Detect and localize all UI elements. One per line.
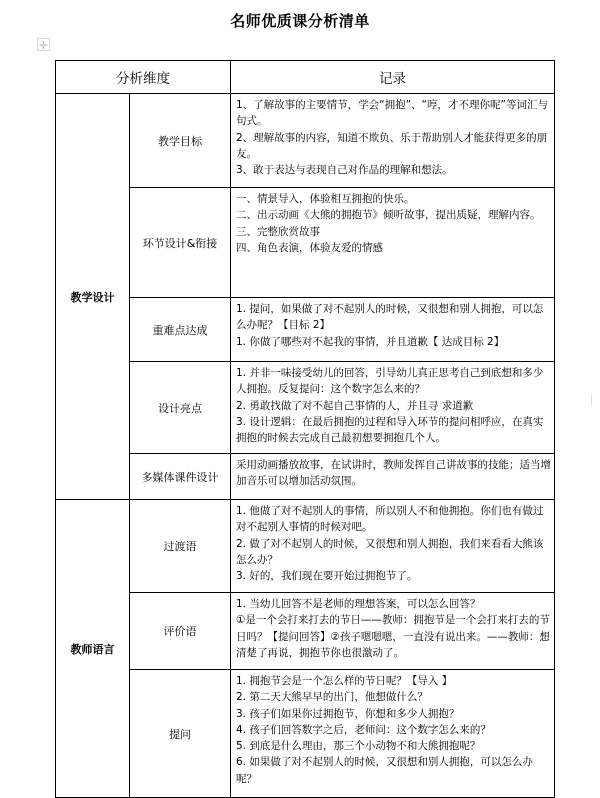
record-line: 3、敢于表达与表现自己对作品的理解和想法。 [236, 164, 453, 177]
record-line: 3. 好的，我们现在要开始过拥抱节了。 [236, 570, 418, 583]
header-record: 记录 [231, 61, 555, 94]
record-line: 3. 设计逻辑：在最后拥抱的过程和导入环节的提问相呼应，在真实拥抱的时候去完成自己最初想要拥抱几个人。 [236, 415, 544, 445]
table-row [56, 298, 555, 362]
table-row [56, 188, 555, 298]
record-line: 1. 并非一味接受幼儿的回答，引导幼儿真正思考自己到底想和多少人拥抱。反复提问：这个数字怎么来的？ [236, 367, 544, 396]
dimension-cell: 教学目标 [130, 94, 231, 188]
record-line: 1、了解故事的主要情节，学会“拥抱”、“哼，才不理你呢”等词汇与句式。 [236, 99, 548, 128]
record-line: 1. 拥抱节会是一个怎么样的节日呢？【导入 】 [236, 675, 453, 687]
record-line: 一、情景导入，体验相互拥抱的快乐。 [236, 193, 415, 205]
record-line: 三、完整欣赏故事 [236, 225, 320, 238]
dimension-cell: 环节设计&衔接 [130, 188, 231, 298]
record-line: 采用动画播放故事，在试讲时，教师发挥自己讲故事的技能；适当增加音乐可以增加活动氛围。 [236, 459, 551, 488]
record-line: 3. 孩子们如果你过拥抱节，你想和多少人拥抱？ [236, 707, 460, 720]
dimension-cell: 评价语 [130, 593, 231, 670]
record-line: 4. 孩子们回答数字之后，老师问：这个数字怎么来的？ [236, 723, 491, 736]
record-line: 1. 他做了对不起别人的事情，所以别人不和他拥抱。你们也有做过对不起别人事情的时候对吧。 [236, 505, 544, 534]
record-line: 2. 第二天大熊早早的出门，他想做什么？ [236, 691, 428, 704]
record-line: 1. 你做了哪些对不起我的事情，并且道歉【 达成目标 2】 [236, 335, 505, 348]
record-cell [231, 670, 555, 798]
record-cell [231, 454, 555, 500]
record-cell [231, 188, 555, 298]
table-row [56, 94, 555, 188]
record-cell [231, 500, 555, 593]
page-title: 名师优质课分析清单 [230, 12, 370, 30]
record-line: 1. 提问，如果做了对不起别人的时候，又很想和别人拥抱，可以怎么办呢？【目标 2】 [236, 303, 544, 332]
record-line: 二、出示动画《大熊的拥抱节》倾听故事，提出质疑，理解内容。 [236, 209, 541, 222]
table-row [56, 593, 555, 670]
table-row [56, 362, 555, 454]
header-dimension: 分析维度 [56, 61, 231, 94]
record-line: 6. 如果做了对不起别人的时候，又很想和别人拥抱，可以怎么办呢？ [236, 756, 533, 785]
table-row [56, 454, 555, 500]
record-cell [231, 593, 555, 670]
record-line: 2. 做了对不起别人的时候，又很想和别人拥抱，我们来看看大熊该怎么办？ [236, 537, 544, 566]
dimension-cell: 提问 [130, 670, 231, 798]
analysis-table [55, 60, 555, 798]
move-handle-icon[interactable]: ✛ [38, 39, 49, 52]
table-header-row [56, 61, 555, 94]
record-cell [231, 298, 555, 362]
record-line: 2. 勇敢找做了对不起自己事情的人，并且寻 求道歉 [236, 399, 474, 412]
table-row [56, 500, 555, 593]
record-cell [231, 362, 555, 454]
section-teaching-design: 教学设计 [56, 94, 130, 500]
dimension-cell: 设计亮点 [130, 362, 231, 454]
record-line: 1. 当幼儿回答不是老师的理想答案，可以怎么回答？ [236, 598, 481, 610]
dimension-cell: 过渡语 [130, 500, 231, 593]
section-teacher-language: 教师语言 [56, 500, 130, 798]
record-cell [231, 94, 555, 188]
margin-mark [591, 395, 596, 405]
dimension-cell: 多媒体课件设计 [130, 454, 231, 500]
record-line: 2、理解故事的内容，知道不欺负、乐于帮助别人才能获得更多的朋友。 [236, 131, 548, 160]
record-line: ①是一个会打来打去的节日——教师：拥抱节是一个会打来打去的节日吗？【提问回答】②孩子嗯嗯嗯，一直没有说出来。——教师：想清楚了再说，拥抱节你也很激动了。 [236, 614, 550, 659]
table-row [56, 670, 555, 798]
record-line: 四、角色表演，体验友爱的情感 [236, 241, 383, 254]
record-line: 5. 到底是什么理由，那三个小动物不和大熊拥抱呢？ [236, 740, 481, 753]
dimension-cell: 重难点达成 [130, 298, 231, 362]
